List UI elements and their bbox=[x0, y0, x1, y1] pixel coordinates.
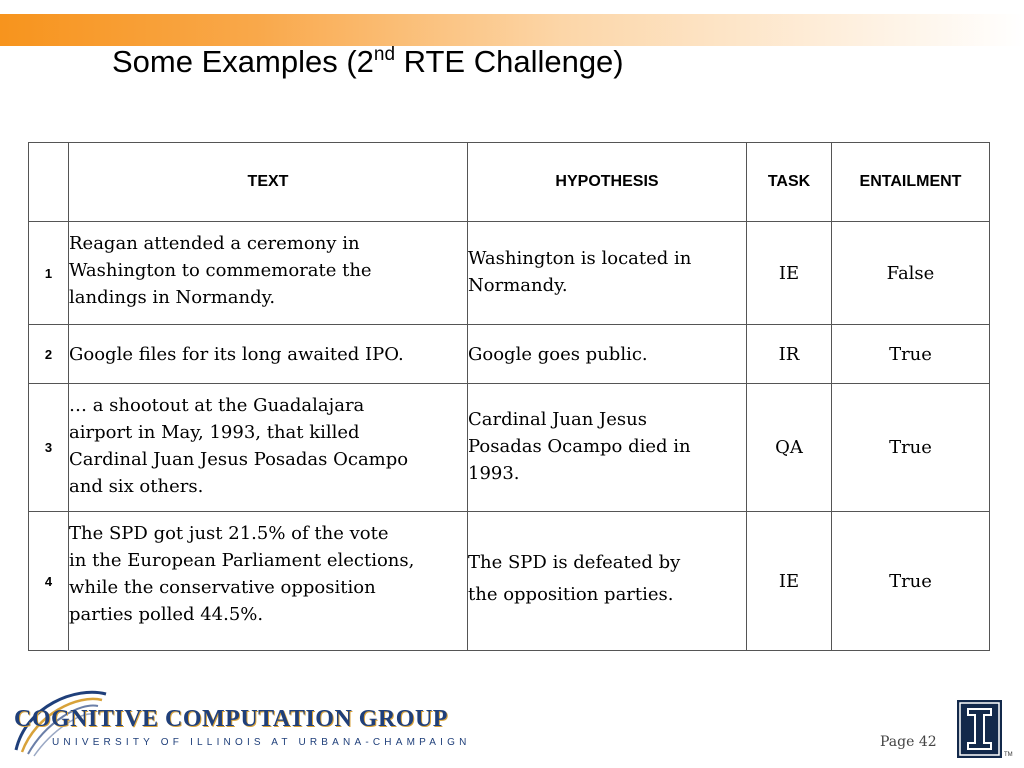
logo-title: COGNITIVE COMPUTATION GROUP bbox=[14, 706, 448, 732]
page-number: Page 42 bbox=[880, 734, 937, 750]
entailment-cell: True bbox=[832, 512, 990, 651]
table-row bbox=[29, 512, 990, 651]
text-cell: Reagan attended a ceremony in Washington to commemorate the landings in Normandy. bbox=[69, 222, 468, 325]
row-number: 3 bbox=[29, 384, 69, 512]
task-cell: QA bbox=[747, 384, 832, 512]
hypothesis-cell: The SPD is defeated by the opposition parties. bbox=[468, 512, 747, 651]
header-accent-bar bbox=[0, 14, 1024, 46]
title-superscript: nd bbox=[373, 44, 396, 65]
slide-title: Some Examples (2nd RTE Challenge) bbox=[112, 44, 624, 79]
table-row bbox=[29, 325, 990, 384]
hypothesis-cell: Google goes public. bbox=[468, 325, 747, 384]
task-cell: IE bbox=[747, 512, 832, 651]
entailment-cell: False bbox=[832, 222, 990, 325]
illinois-block-i-icon bbox=[957, 700, 1002, 758]
header-task: TASK bbox=[747, 143, 832, 222]
table-row bbox=[29, 222, 990, 325]
task-cell: IE bbox=[747, 222, 832, 325]
text-cell: Google files for its long awaited IPO. bbox=[69, 325, 468, 384]
text-cell: … a shootout at the Guadalajara airport in May, 1993, that killed Cardinal Juan Jesus Posadas Ocampo and six others. bbox=[69, 384, 468, 512]
trademark-mark: TM bbox=[1004, 752, 1013, 758]
cognitive-computation-group-logo bbox=[6, 686, 506, 758]
header-entailment: ENTAILMENT bbox=[832, 143, 990, 222]
task-cell: IR bbox=[747, 325, 832, 384]
header-text: TEXT bbox=[69, 143, 468, 222]
entailment-cell: True bbox=[832, 384, 990, 512]
hypothesis-cell: Washington is located in Normandy. bbox=[468, 222, 747, 325]
text-cell: The SPD got just 21.5% of the vote in the European Parliament elections, while the conservative opposition parties polled 44.5%. bbox=[69, 512, 468, 651]
hypothesis-cell: Cardinal Juan Jesus Posadas Ocampo died in 1993. bbox=[468, 384, 747, 512]
table-header-row bbox=[29, 143, 990, 222]
row-number: 4 bbox=[29, 512, 69, 651]
table-row bbox=[29, 384, 990, 512]
header-hypothesis: HYPOTHESIS bbox=[468, 143, 747, 222]
row-number: 2 bbox=[29, 325, 69, 384]
entailment-cell: True bbox=[832, 325, 990, 384]
header-num bbox=[29, 143, 69, 222]
logo-subtitle: UNIVERSITY OF ILLINOIS AT URBANA-CHAMPAIGN bbox=[52, 737, 471, 748]
examples-table bbox=[28, 142, 990, 651]
row-number: 1 bbox=[29, 222, 69, 325]
